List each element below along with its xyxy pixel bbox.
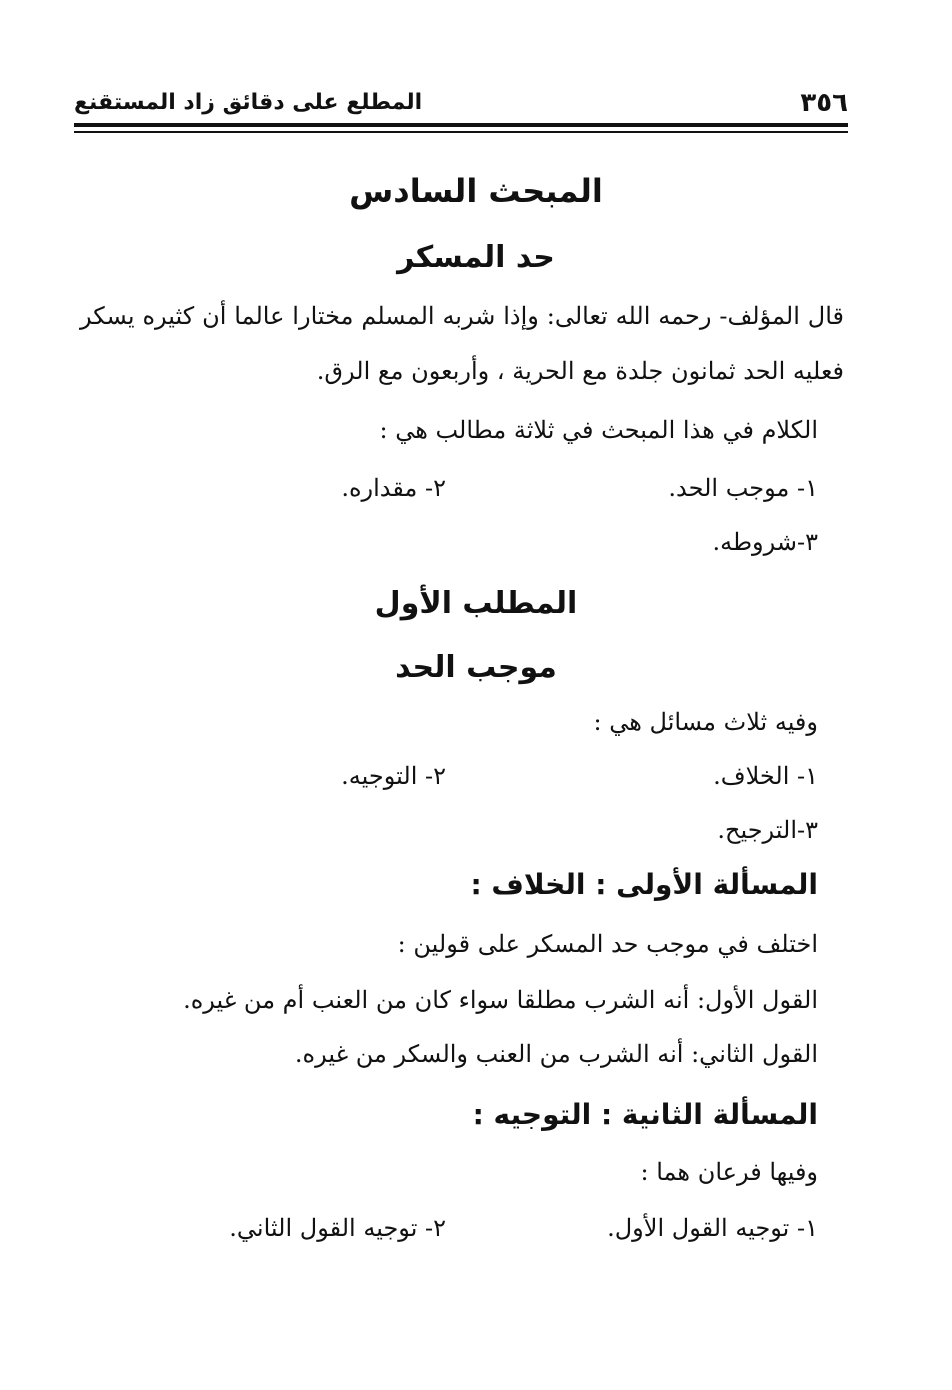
header-rule-thin — [74, 131, 848, 133]
matlab1-subtitle: موجب الحد — [395, 650, 557, 685]
matlab1-item-3: ٣-الترجيح. — [717, 816, 818, 844]
intro-item-1: ١- موجب الحد. — [668, 474, 818, 502]
masala2-title: المسألة الثانية : التوجيه : — [472, 1098, 818, 1131]
matlab1-title: المطلب الأول — [374, 586, 578, 621]
intro-item-2: ٢- مقداره. — [341, 474, 446, 502]
header-rule-thick — [74, 123, 848, 127]
intro-text: الكلام في هذا المبحث في ثلاثة مطالب هي : — [379, 416, 818, 444]
masala1-intro: اختلف في موجب حد المسكر على قولين : — [397, 930, 818, 958]
quote-line-1: قال المؤلف- رحمه الله تعالى: وإذا شربه المسلم مختارا عالما أن كثيره يسكر — [80, 302, 844, 330]
masala1-qawl-1: القول الأول: أنه الشرب مطلقا سواء كان من العنب أم من غيره. — [183, 986, 818, 1014]
page-number: ٣٥٦ — [800, 88, 848, 118]
quote-line-2: فعليه الحد ثمانون جلدة مع الحرية ، وأربعون مع الرق. — [316, 357, 844, 385]
running-title: المطلع على دقائق زاد المستقنع — [74, 90, 423, 115]
masala2-item-1: ١- توجيه القول الأول. — [607, 1214, 818, 1242]
masala2-intro: وفيها فرعان هما : — [640, 1158, 818, 1186]
matlab1-item-2: ٢- التوجيه. — [341, 762, 446, 790]
intro-item-3: ٣-شروطه. — [712, 528, 818, 556]
matlab1-intro: وفيه ثلاث مسائل هي : — [593, 708, 818, 736]
masala1-qawl-2: القول الثاني: أنه الشرب من العنب والسكر من غيره. — [294, 1040, 818, 1068]
masala2-item-2: ٢- توجيه القول الثاني. — [229, 1214, 446, 1242]
masala1-title: المسألة الأولى : الخلاف : — [470, 868, 818, 901]
matlab1-item-1: ١- الخلاف. — [713, 762, 818, 790]
running-header — [74, 88, 848, 120]
section-title: المبحث السادس — [349, 172, 603, 210]
section-subtitle: حد المسكر — [397, 240, 555, 275]
